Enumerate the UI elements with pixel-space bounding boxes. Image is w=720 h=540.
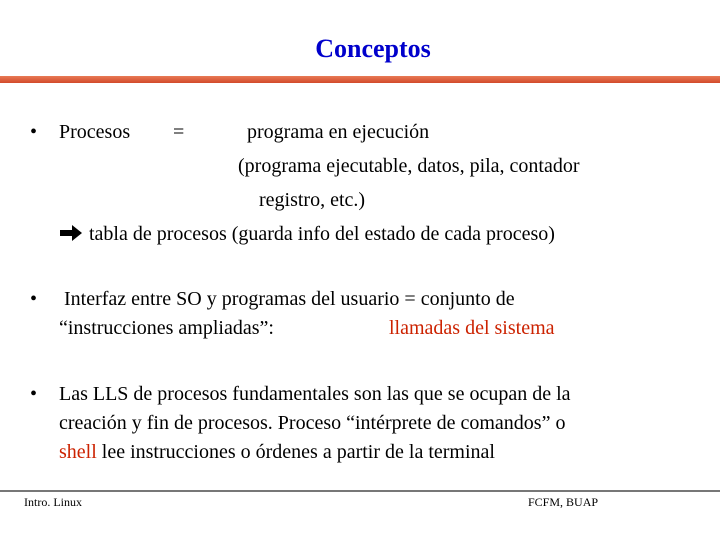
bullet-3-line-2: creación y fin de procesos. Proceso “intérprete de comandos” o [59,412,566,434]
bullet-marker: • [30,288,38,310]
bullet-1-line-2: (programa ejecutable, datos, pila, contador [238,155,580,177]
bullet-1-arrow-line [59,222,555,246]
slide-title-text: Conceptos [315,34,431,63]
bullet-1-equals: = [173,121,185,143]
title-divider [0,76,720,83]
bullet-2-line-2-prefix: “instrucciones ampliadas”: [59,317,274,339]
bullet-3-line-1: Las LLS de procesos fundamentales son las que se ocupan de la [59,383,571,405]
bullet-3-line-3 [59,440,495,464]
bullet-2-line-1: Interfaz entre SO y programas del usuario = conjunto de [64,288,515,310]
bullet-marker: • [30,383,38,405]
footer-divider [0,490,720,492]
bullet-1-arrow-text: tabla de procesos (guarda info del estado de cada proceso) [89,223,555,245]
footer-left: Intro. Linux [24,495,82,509]
bullet-1-line-1: programa en ejecución [247,121,430,143]
right-arrow-icon [59,224,83,242]
bullet-3-highlight: shell [59,441,97,463]
bullet-1-term: Procesos [59,121,131,143]
bullet-2-highlight: llamadas del sistema [389,317,555,339]
bullet-marker: • [30,121,38,143]
bullet-1-line-3: registro, etc.) [259,189,366,211]
bullet-3-line-3-rest: lee instrucciones o órdenes a partir de la terminal [96,441,495,463]
footer-right: FCFM, BUAP [528,495,599,509]
slide-title [0,34,720,64]
